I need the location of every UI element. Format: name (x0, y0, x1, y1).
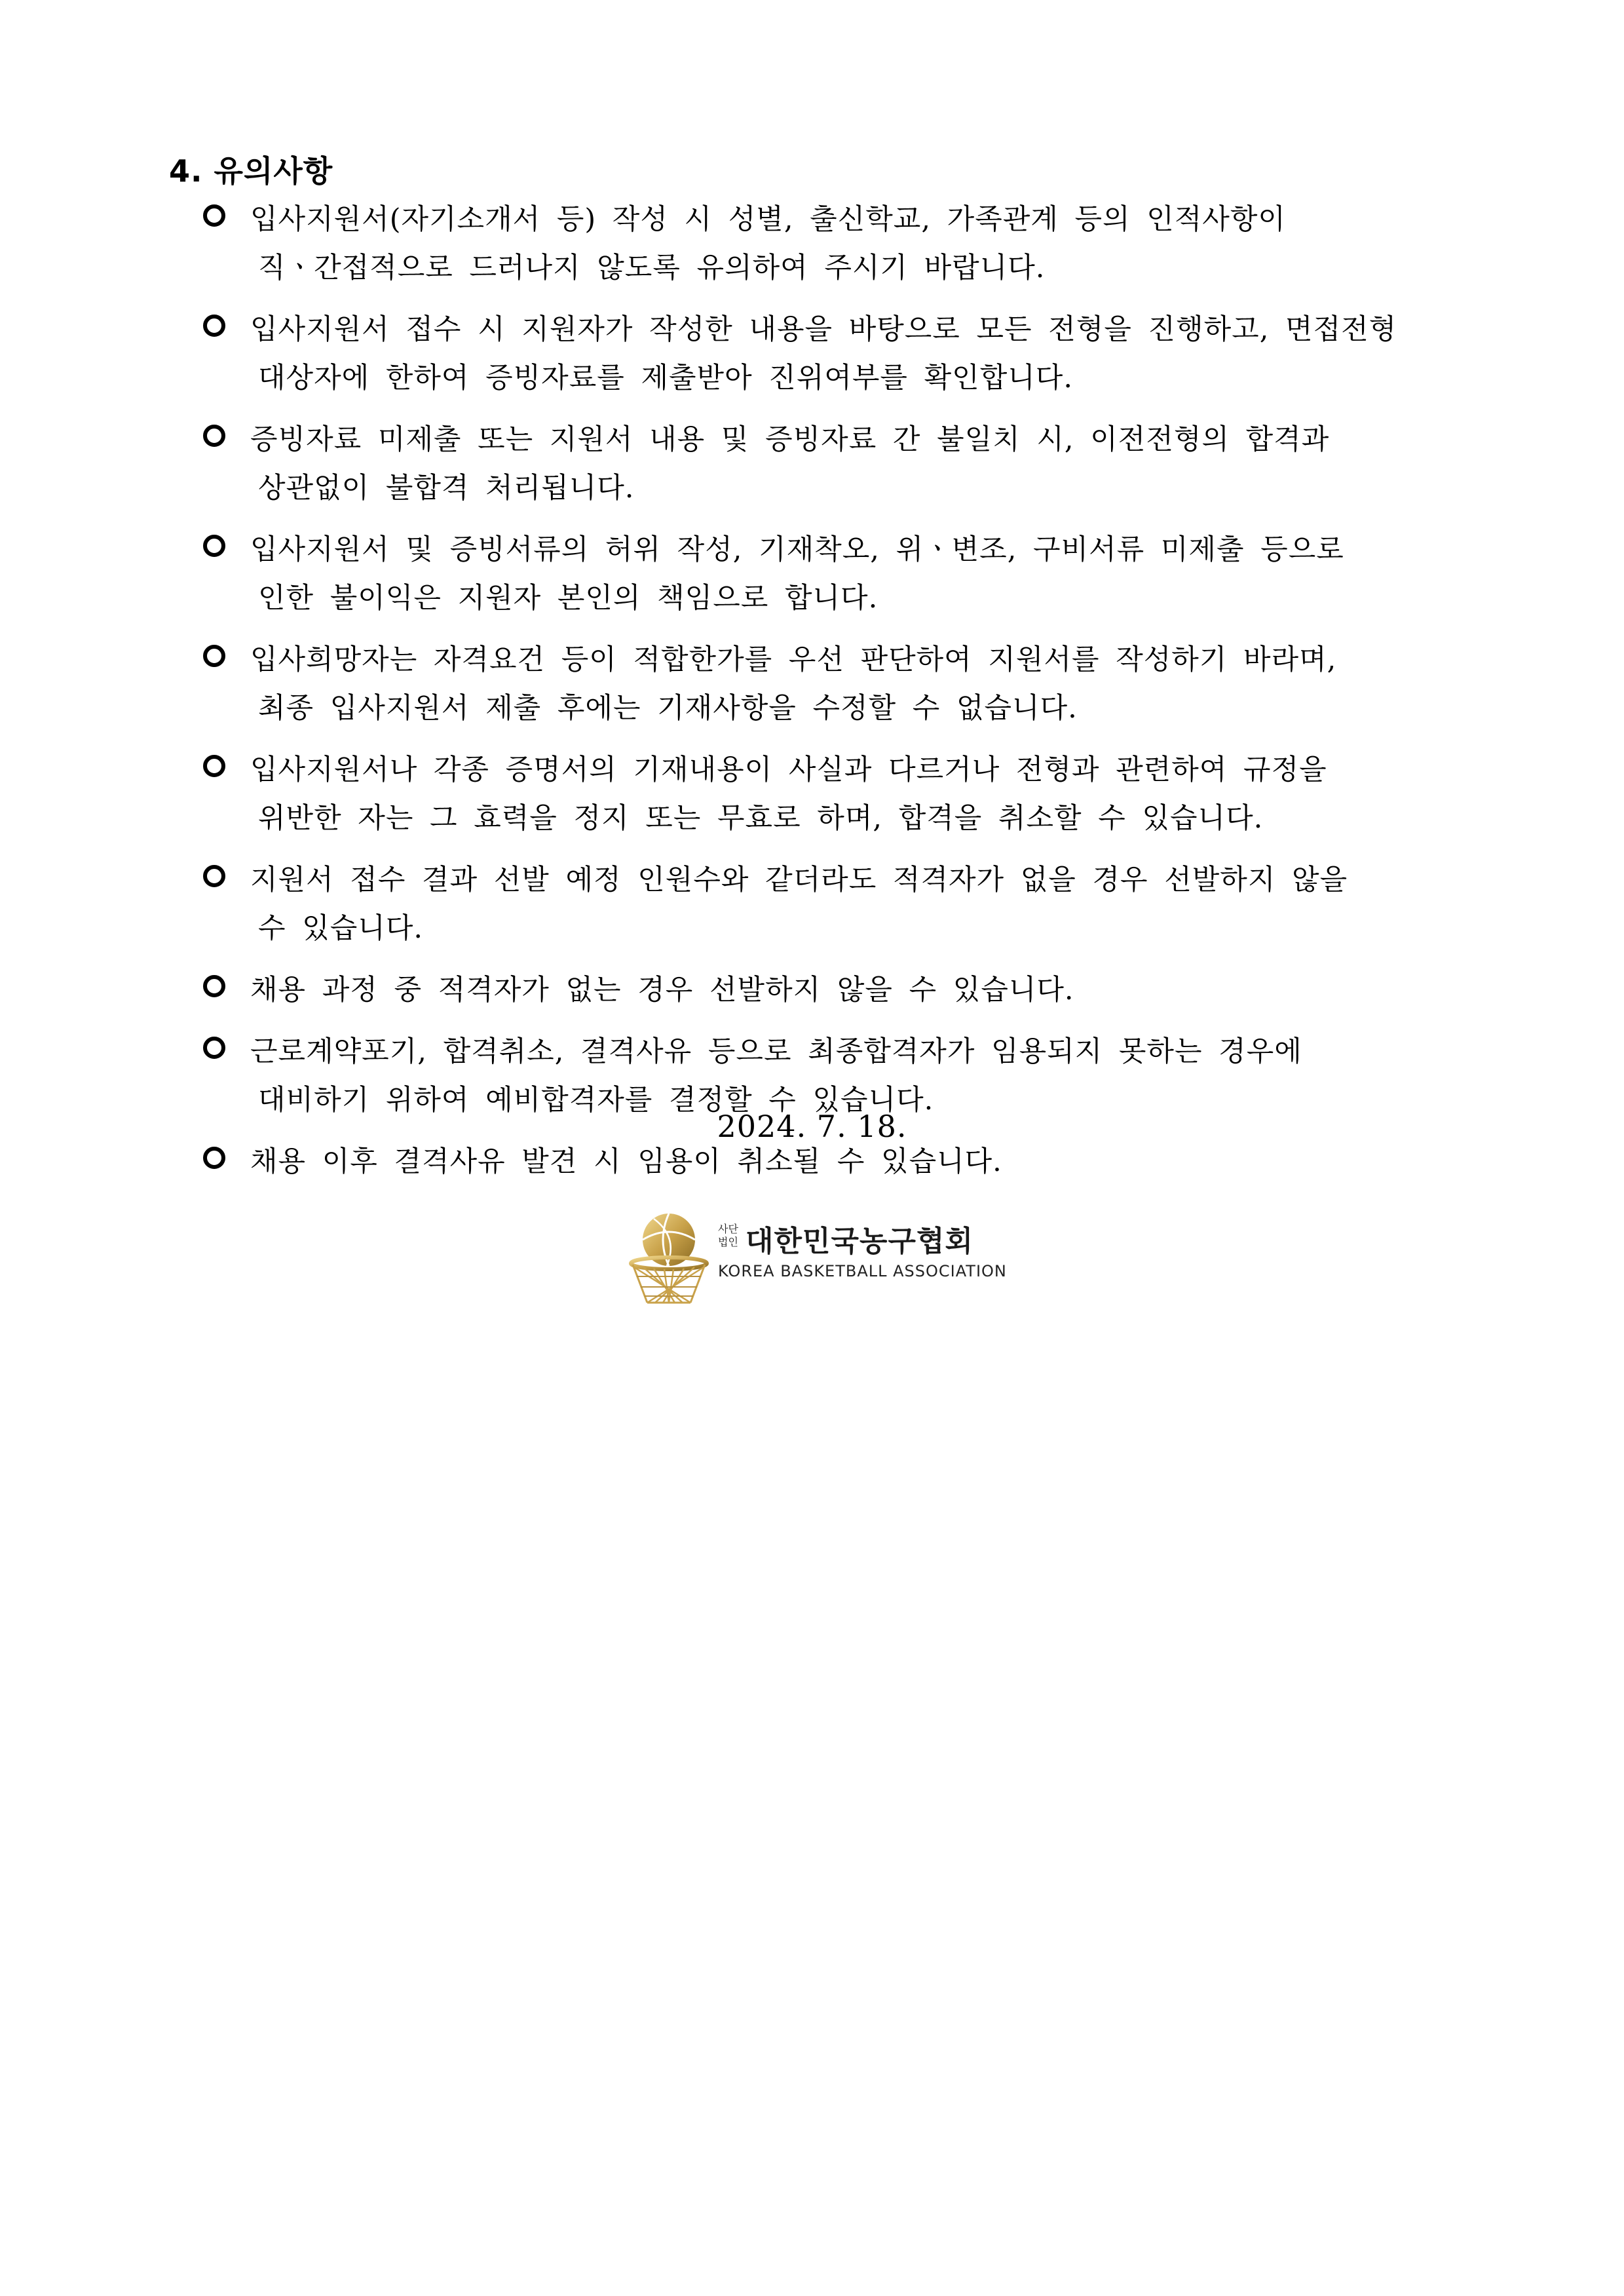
circle-bullet-icon (203, 425, 225, 447)
notice-list (197, 195, 1481, 1199)
logo-english-name: KOREA BASKETBALL ASSOCIATION (718, 1262, 1007, 1280)
notice-text-continued: 대비하기 위하여 예비합격자를 결정할 수 있습니다. (258, 1084, 934, 1117)
notice-text-continued: 인한 불이익은 지원자 본인의 책임으로 합니다. (258, 582, 878, 615)
basketball-hoop-emblem-icon (628, 1211, 710, 1309)
document-date: 2024. 7. 18. (717, 1109, 907, 1144)
notice-item (197, 856, 1481, 953)
circle-bullet-icon (203, 755, 225, 777)
notice-item (197, 966, 1481, 1014)
notice-text: 지원서 접수 결과 선발 예정 인원수와 같더라도 적격자가 없을 경우 선발하지 않을 (250, 864, 1348, 896)
circle-bullet-icon (203, 1147, 225, 1169)
notice-text-continued: 직ㆍ간접적으로 드러나지 않도록 유의하여 주시기 바랍니다. (258, 252, 1046, 284)
logo-korean-name: 대한민국농구협회 (746, 1225, 974, 1258)
notice-item (197, 1138, 1481, 1186)
section-title: 4. 유의사항 (169, 153, 333, 189)
circle-bullet-icon (203, 535, 225, 557)
notice-text: 입사지원서(자기소개서 등) 작성 시 성별, 출신학교, 가족관계 등의 인적사항이 (250, 203, 1286, 236)
logo-prefix: 사단법인 (718, 1223, 738, 1248)
notice-item (197, 746, 1481, 843)
notice-item (197, 305, 1481, 402)
circle-bullet-icon (203, 1037, 225, 1059)
notice-item (197, 415, 1481, 512)
association-logo (628, 1211, 1007, 1309)
notice-text: 입사지원서나 각종 증명서의 기재내용이 사실과 다르거나 전형과 관련하여 규정을 (250, 754, 1327, 786)
notice-text: 채용 이후 결격사유 발견 시 임용이 취소될 수 있습니다. (250, 1145, 1002, 1178)
notice-item (197, 195, 1481, 292)
notice-text: 채용 과정 중 적격자가 없는 경우 선발하지 않을 수 있습니다. (250, 974, 1074, 1006)
notice-text-continued: 위반한 자는 그 효력을 정지 또는 무효로 하며, 합격을 취소할 수 있습니다. (258, 802, 1264, 835)
notice-item (197, 526, 1481, 622)
notice-text-continued: 대상자에 한하여 증빙자료를 제출받아 진위여부를 확인합니다. (258, 362, 1073, 394)
notice-item (197, 636, 1481, 733)
notice-text: 입사희망자는 자격요건 등이 적합한가를 우선 판단하여 지원서를 작성하기 바라며, (250, 643, 1337, 676)
notice-text: 증빙자료 미제출 또는 지원서 내용 및 증빙자료 간 불일치 시, 이전전형의 합격과 (250, 423, 1330, 456)
circle-bullet-icon (203, 645, 225, 667)
notice-text: 입사지원서 및 증빙서류의 허위 작성, 기재착오, 위ㆍ변조, 구비서류 미제출 등으로 (250, 533, 1344, 566)
circle-bullet-icon (203, 975, 225, 997)
notice-text-continued: 상관없이 불합격 처리됩니다. (258, 472, 635, 505)
notice-text-continued: 최종 입사지원서 제출 후에는 기재사항을 수정할 수 없습니다. (258, 692, 1078, 725)
circle-bullet-icon (203, 865, 225, 887)
circle-bullet-icon (203, 315, 225, 337)
circle-bullet-icon (203, 204, 225, 227)
notice-text: 근로계약포기, 합격취소, 결격사유 등으로 최종합격자가 임용되지 못하는 경우에 (250, 1035, 1302, 1068)
notice-text: 입사지원서 접수 시 지원자가 작성한 내용을 바탕으로 모든 전형을 진행하고, 면접전형 (250, 313, 1397, 346)
notice-text-continued: 수 있습니다. (258, 912, 424, 945)
